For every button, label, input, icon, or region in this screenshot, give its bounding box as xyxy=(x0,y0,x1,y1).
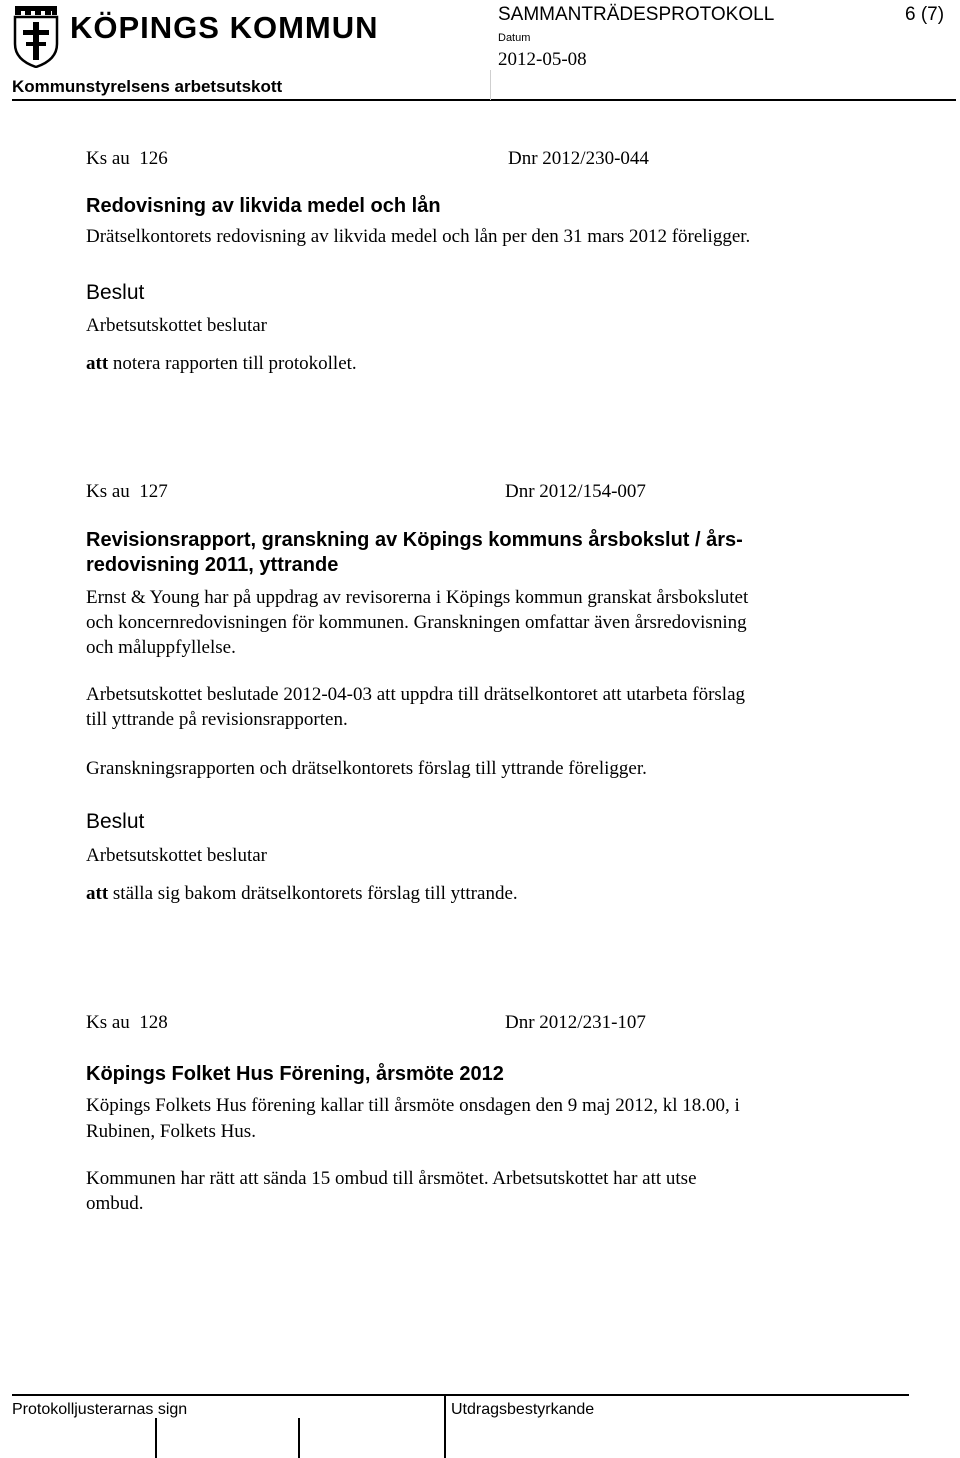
item-126-dnr: Dnr 2012/230-044 xyxy=(508,148,649,169)
item-127-para2-line1: Arbetsutskottet beslutade 2012-04-03 att uppdra till drätselkontoret att utarbeta förslag xyxy=(86,684,746,705)
item-126-body: Drätselkontorets redovisning av likvida medel och lån per den 31 mars 2012 föreligger. xyxy=(86,226,751,247)
footer-divider xyxy=(12,1394,909,1396)
decision-text: ställa sig bakom drätselkontorets förslag till yttrande. xyxy=(108,883,518,904)
header-vertical-divider xyxy=(490,70,491,100)
footer-sign-label: Protokolljusterarnas sign xyxy=(12,1401,188,1418)
item-126-beslut-intro: Arbetsutskottet beslutar xyxy=(86,315,267,336)
footer-cert-label: Utdragsbestyrkande xyxy=(451,1401,595,1418)
item-126-ks: Ks au 126 xyxy=(86,148,168,169)
item-127-dnr: Dnr 2012/154-007 xyxy=(505,481,646,502)
decision-text: notera rapporten till protokollet. xyxy=(108,353,357,374)
date-label: Datum xyxy=(498,32,531,44)
item-127-ks: Ks au 127 xyxy=(86,481,168,502)
doc-type: SAMMANTRÄDESPROTOKOLL xyxy=(498,4,775,25)
att-keyword: att xyxy=(86,883,109,904)
item-127-title-line1: Revisionsrapport, granskning av Köpings kommuns årsbokslut / års- xyxy=(86,529,743,551)
item-127-para2-line2: till yttrande på revisionsrapporten. xyxy=(86,709,348,730)
item-128-ks: Ks au 128 xyxy=(86,1012,168,1033)
item-128-dnr: Dnr 2012/231-107 xyxy=(505,1012,646,1033)
certificate-box-divider xyxy=(444,1394,446,1458)
signature-box-divider xyxy=(155,1418,157,1458)
item-127-para3: Granskningsrapporten och drätselkontorets förslag till yttrande föreligger. xyxy=(86,758,647,779)
signature-box-divider xyxy=(298,1418,300,1458)
item-127-beslut-intro: Arbetsutskottet beslutar xyxy=(86,845,267,866)
org-name: KÖPINGS KOMMUN xyxy=(70,10,379,45)
item-128-title: Köpings Folket Hus Förening, årsmöte 2012 xyxy=(86,1063,504,1085)
item-128-para1-line2: Rubinen, Folkets Hus. xyxy=(86,1121,256,1142)
item-128-para2-line2: ombud. xyxy=(86,1193,144,1214)
att-keyword: att xyxy=(86,353,109,374)
item-126-beslut-heading: Beslut xyxy=(86,281,145,304)
date-value: 2012-05-08 xyxy=(498,49,587,70)
item-127-para1-line2: och koncernredovisningen för kommunen. Granskningen omfattar även årsredovisning xyxy=(86,612,747,633)
item-128-para2-line1: Kommunen har rätt att sända 15 ombud till årsmötet. Arbetsutskottet har att utse xyxy=(86,1168,697,1189)
committee-name: Kommunstyrelsens arbetsutskott xyxy=(12,77,283,96)
item-126-decision xyxy=(86,351,357,377)
coat-of-arms-icon xyxy=(12,6,60,68)
header-divider xyxy=(12,99,956,101)
item-127-title-line2: redovisning 2011, yttrande xyxy=(86,554,339,576)
item-126-title: Redovisning av likvida medel och lån xyxy=(86,195,441,217)
item-128-para1-line1: Köpings Folkets Hus förening kallar till årsmöte onsdagen den 9 maj 2012, kl 18.00, i xyxy=(86,1095,740,1116)
item-127-decision xyxy=(86,881,518,907)
item-127-beslut-heading: Beslut xyxy=(86,810,145,833)
item-127-para1-line3: och måluppfyllelse. xyxy=(86,637,236,658)
page-number: 6 (7) xyxy=(905,4,945,25)
item-127-para1-line1: Ernst & Young har på uppdrag av revisorerna i Köpings kommun granskat årsbokslutet xyxy=(86,587,749,608)
